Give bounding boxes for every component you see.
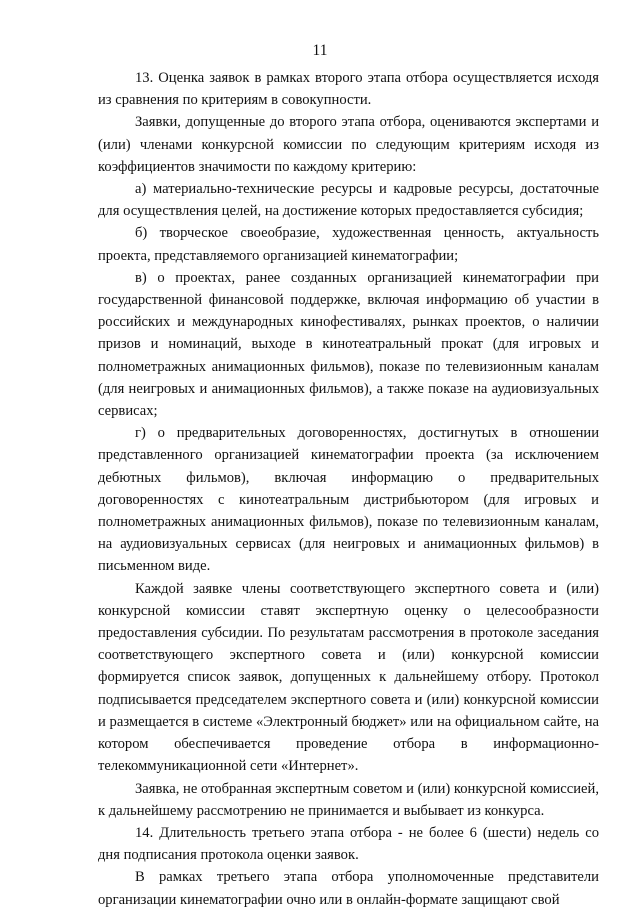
criterion-a: а) материально-технические ресурсы и кадровые ресурсы, достаточные для осуществления целей, на достижение которых предоставляется субсидия; — [98, 181, 599, 220]
paragraph-13-assessment: 13. Оценка заявок в рамках второго этапа отбора осуществляется исходя из сравнения по критериям в совокупности. — [98, 70, 599, 109]
page-number: 11 — [312, 42, 328, 59]
criterion-b: б) творческое своеобразие, художественная ценность, актуальность проекта, представляемого организацией кинематографии; — [98, 225, 599, 264]
criterion-v: в) о проектах, ранее созданных организацией кинематографии при государственной финансовой поддержке, включая информацию об участии в российских и международных кинофестивалях, рынках проектов, о наличии призов и номинаций, выходе в кинотеатральный прокат (для игровых и полнометражных анимационных фильмов), показе по телевизионным каналам (для неигровых и анимационных фильмов), а также показе на аудиовизуальных сервисах; — [98, 269, 599, 420]
paragraph-third-stage: В рамках третьего этапа отбора уполномоченные представители организации кинематографии очно или в онлайн-формате защищают свой — [98, 869, 599, 908]
document-body — [98, 67, 599, 911]
paragraph-14-duration: 14. Длительность третьего этапа отбора - не более 6 (шести) недель со дня подписания протокола оценки заявок. — [98, 824, 599, 864]
paragraph-expert-evaluation: Каждой заявке члены соответствующего экспертного совета и (или) конкурсной комиссии ставят экспертную оценку о целесообразности предоставления субсидии. По результатам рассмотрения в протоколе заседания соответствующего экспертного совета и (или) конкурсной комиссии формируется список заявок, допущенных к дальнейшему отбору. Протокол подписывается председателем экспертного совета и (или) конкурсной комиссии и размещается в системе «Электронный бюджет» или на официальном сайте, на котором обеспечивается проведение отбора в информационно-телекоммуникационной сети «Интернет». — [98, 580, 599, 775]
paragraph-rejected-application: Заявка, не отобранная экспертным советом и (или) конкурсной комиссией, к дальнейшему рассмотрению не принимается и выбывает из конкурса. — [98, 780, 599, 819]
criterion-g: г) о предварительных договоренностях, достигнутых в отношении представленного организацией кинематографии проекта (за исключением дебютных фильмов), включая информацию о предварительных договоренностях с кинотеатральным дистрибьютором (для игровых и полнометражных анимационных фильмов), показе по телевизионным каналам, на аудиовизуальных сервисах (для неигровых и анимационных фильмов) в письменном виде. — [98, 425, 599, 575]
paragraph-criteria-intro: Заявки, допущенные до второго этапа отбора, оцениваются экспертами и (или) членами конкурсной комиссии по следующим критериям исходя из коэффициентов значимости по каждому критерию: — [98, 114, 599, 175]
